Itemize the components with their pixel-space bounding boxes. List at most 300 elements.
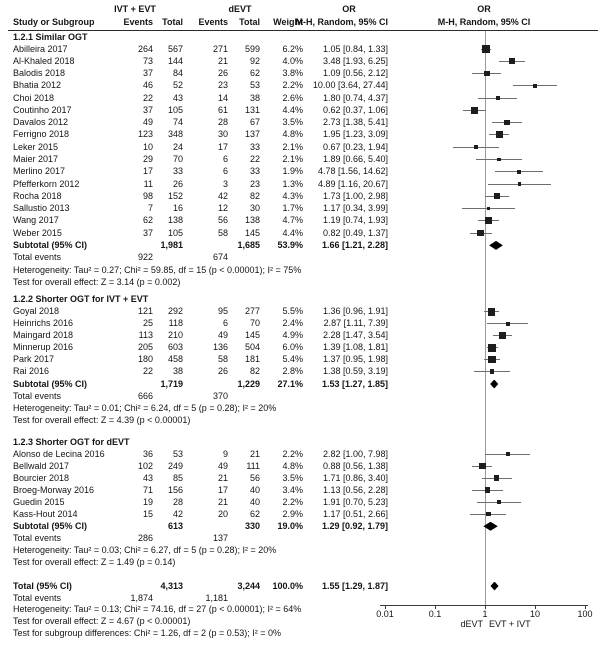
events-ivt-evt-cell: 922: [137, 252, 153, 263]
total-devt-cell: 599: [244, 43, 260, 54]
row-note: [0, 276, 600, 288]
study-label: Leker 2015: [13, 141, 59, 152]
total-ivt-evt-cell: 292: [167, 306, 183, 317]
row-group: [0, 293, 600, 305]
group-label: 1.2.3 Shorter OGT for dEVT: [13, 436, 130, 447]
or-ci-cell: 1.05 [0.84, 1.33]: [322, 43, 388, 54]
total-ivt-evt-cell: 70: [172, 154, 183, 164]
column-header-study: Study or Subgroup: [13, 17, 95, 27]
x-axis-tick-label: 10: [529, 609, 540, 619]
events-ivt-evt-cell: 11: [143, 178, 153, 189]
or-ci-cell: 1.80 [0.74, 4.37]: [322, 92, 388, 103]
total-devt-cell: 92: [249, 55, 260, 66]
events-devt-cell: 56: [217, 215, 228, 226]
weight-cell: 4.8%: [282, 129, 303, 140]
events-devt-cell: 20: [217, 508, 228, 519]
total-ivt-evt-cell: 84: [172, 68, 183, 79]
total-ivt-evt-cell: 43: [172, 92, 183, 103]
total-devt-cell: 62: [249, 68, 260, 79]
events-devt-cell: 6: [222, 318, 228, 329]
total-devt-cell: 82: [249, 190, 260, 201]
total-ivt-evt-cell: 105: [167, 227, 183, 238]
study-label: Rai 2016: [13, 366, 50, 377]
total-devt-cell: 21: [249, 448, 260, 459]
row-note: [0, 264, 600, 276]
events-devt-cell: 95: [217, 306, 228, 317]
events-ivt-evt-cell: 37: [142, 68, 153, 79]
total-ivt-evt-cell: 1,981: [160, 239, 183, 250]
row-note: [0, 556, 600, 568]
row-total: [0, 580, 600, 592]
study-label: Ferrigno 2018: [13, 129, 70, 140]
events-ivt-evt-cell: 22: [142, 366, 153, 377]
row-study: [0, 305, 600, 317]
x-axis-tick-label: 0.01: [376, 609, 394, 619]
events-ivt-evt-cell: 113: [138, 330, 153, 341]
or-ci-cell: 2.28 [1.47, 3.54]: [322, 330, 388, 341]
total-ivt-evt-cell: 458: [167, 354, 183, 365]
total-devt-cell: 53: [249, 80, 260, 91]
note-label: Heterogeneity: Tau² = 0.27; Chi² = 59.85, df = 15 (p < 0.00001); I² = 75%: [13, 264, 302, 275]
events-ivt-evt-cell: 46: [142, 80, 153, 91]
study-label: Maier 2017: [13, 154, 59, 164]
row-study: [0, 141, 600, 153]
note-label: Heterogeneity: Tau² = 0.01; Chi² = 6.24, df = 5 (p = 0.28); I² = 20%: [13, 402, 277, 413]
weight-cell: 3.4%: [282, 484, 303, 495]
or-ci-cell: 2.87 [1.11, 7.39]: [323, 318, 388, 329]
row-study: [0, 43, 600, 55]
weight-cell: 4.4%: [282, 227, 303, 238]
total-devt-cell: 33: [249, 166, 260, 177]
study-label: Kass-Hout 2014: [13, 508, 78, 519]
or-ci-cell: 1.95 [1.23, 3.09]: [322, 129, 388, 140]
total-devt-cell: 70: [249, 318, 260, 329]
subtotal-label: Subtotal (95% CI): [13, 378, 88, 389]
events-ivt-evt-cell: 22: [142, 92, 153, 103]
events-ivt-evt-cell: 10: [142, 141, 153, 152]
total-ivt-evt-cell: 74: [172, 117, 183, 128]
events-ivt-evt-cell: 205: [137, 342, 153, 353]
column-header-total1: Total: [162, 17, 183, 27]
total-ivt-evt-cell: 118: [168, 318, 183, 329]
weight-cell: 4.3%: [282, 190, 303, 201]
column-header-total2: Total: [239, 17, 260, 27]
study-label: Rocha 2018: [13, 190, 62, 201]
events-ivt-evt-cell: 98: [142, 190, 153, 201]
or-ci-cell: 1.38 [0.59, 3.19]: [322, 366, 388, 377]
events-devt-cell: 17: [217, 484, 228, 495]
events-ivt-evt-cell: 19: [142, 496, 153, 507]
total-devt-cell: 23: [249, 178, 260, 189]
x-axis-label-left: dEVT: [460, 619, 483, 629]
row-study: [0, 165, 600, 177]
study-label: Merlino 2017: [13, 166, 66, 177]
events-devt-cell: 271: [212, 43, 228, 54]
total-devt-cell: 138: [244, 215, 260, 226]
weight-cell: 4.9%: [282, 330, 303, 341]
events-ivt-evt-cell: 37: [142, 227, 153, 238]
column-group-or-left: OR: [342, 4, 356, 14]
weight-cell: 1.9%: [282, 166, 303, 177]
row-study: [0, 484, 600, 496]
total-ivt-evt-cell: 348: [167, 129, 183, 140]
events-devt-cell: 61: [217, 104, 228, 115]
events-devt-cell: 21: [217, 496, 228, 507]
or-ci-cell: 1.37 [0.95, 1.98]: [322, 354, 388, 365]
weight-cell: 27.1%: [277, 378, 303, 389]
study-label: Maingard 2018: [13, 330, 74, 341]
row-group: [0, 31, 600, 43]
or-ci-cell: 1.13 [0.56, 2.28]: [322, 484, 388, 495]
row-note: [0, 603, 600, 615]
row-study: [0, 128, 600, 140]
events-devt-cell: 23: [217, 80, 228, 91]
study-label: Minnerup 2016: [13, 342, 74, 353]
events-ivt-evt-cell: 123: [137, 129, 153, 140]
study-label: Alonso de Lecina 2016: [13, 448, 105, 459]
total-ivt-evt-cell: 26: [172, 178, 183, 189]
or-ci-cell: 4.78 [1.56, 14.62]: [317, 166, 388, 177]
events-ivt-evt-cell: 29: [142, 154, 153, 164]
column-header-events1: Events: [123, 17, 153, 27]
study-label: Park 2017: [13, 354, 55, 365]
row-events: [0, 251, 600, 263]
or-ci-cell: 1.17 [0.51, 2.66]: [322, 508, 388, 519]
weight-cell: 2.2%: [282, 80, 303, 91]
study-label: Bhatia 2012: [13, 80, 62, 91]
total-devt-cell: 504: [244, 342, 260, 353]
events-ivt-evt-cell: 37: [142, 104, 153, 115]
events-ivt-evt-cell: 180: [137, 354, 153, 365]
or-ci-cell: 1.39 [1.08, 1.81]: [322, 342, 388, 353]
events-devt-cell: 49: [217, 330, 228, 341]
study-label: Balodis 2018: [13, 68, 66, 79]
column-header-events2: Events: [198, 17, 228, 27]
events-devt-cell: 21: [217, 55, 228, 66]
study-label: Weber 2015: [13, 227, 62, 238]
row-study: [0, 472, 600, 484]
total-ivt-evt-cell: 138: [167, 215, 183, 226]
total-ivt-evt-cell: 613: [167, 520, 183, 531]
note-label: Test for overall effect: Z = 4.39 (p < 0.00001): [13, 414, 191, 425]
events-ivt-evt-cell: 62: [142, 215, 153, 226]
or-ci-cell: 3.48 [1.93, 6.25]: [322, 55, 388, 66]
total-devt-cell: 22: [249, 154, 260, 164]
total-devt-cell: 145: [244, 227, 260, 238]
row-study: [0, 116, 600, 128]
total-devt-cell: 33: [249, 141, 260, 152]
events-ivt-evt-cell: 25: [142, 318, 153, 329]
or-ci-cell: 1.19 [0.74, 1.93]: [322, 215, 388, 226]
or-ci-cell: 1.17 [0.34, 3.99]: [322, 203, 388, 213]
weight-cell: 2.1%: [282, 154, 303, 164]
events-ivt-evt-cell: 666: [137, 390, 153, 401]
study-label: Wang 2017: [13, 215, 59, 226]
events-devt-cell: 30: [217, 129, 228, 140]
events-devt-cell: 1,181: [205, 592, 228, 603]
events-devt-cell: 137: [212, 533, 228, 543]
events-devt-cell: 9: [222, 448, 228, 459]
total-devt-cell: 40: [249, 496, 260, 507]
subtotal-label: Subtotal (95% CI): [13, 520, 88, 531]
weight-cell: 4.4%: [282, 104, 303, 115]
row-events: [0, 532, 600, 544]
x-axis-tick-label: 100: [577, 609, 593, 619]
total-devt-cell: 145: [244, 330, 260, 341]
weight-cell: 5.4%: [282, 354, 303, 365]
events-devt-cell: 28: [217, 117, 228, 128]
or-ci-cell: 0.88 [0.56, 1.38]: [322, 460, 388, 471]
row-study: [0, 365, 600, 377]
or-ci-cell: 0.62 [0.37, 1.06]: [322, 104, 388, 115]
events-ivt-evt-cell: 7: [147, 203, 153, 213]
events-ivt-evt-cell: 73: [142, 55, 153, 66]
total-label: Total (95% CI): [13, 580, 72, 591]
total-ivt-evt-cell: 24: [172, 141, 183, 152]
or-ci-cell: 2.73 [1.38, 5.41]: [322, 117, 388, 128]
weight-cell: 2.9%: [282, 508, 303, 519]
or-ci-cell: 1.89 [0.66, 5.40]: [322, 154, 388, 164]
weight-cell: 6.2%: [282, 43, 303, 54]
study-label: Abilleira 2017: [13, 43, 68, 54]
row-events: [0, 390, 600, 402]
note-label: Test for subgroup differences: Chi² = 1.26, df = 2 (p = 0.53); I² = 0%: [13, 627, 281, 638]
events-label: Total events: [13, 592, 62, 603]
total-ivt-evt-cell: 1,719: [160, 378, 183, 389]
study-label: Bourcier 2018: [13, 472, 70, 483]
or-ci-cell: 1.73 [1.00, 2.98]: [322, 190, 388, 201]
row-study: [0, 202, 600, 214]
x-axis-tick-label: 1: [482, 609, 488, 619]
row-study: [0, 55, 600, 67]
total-devt-cell: 1,685: [237, 239, 260, 250]
events-ivt-evt-cell: 1,874: [130, 592, 153, 603]
row-study: [0, 353, 600, 365]
study-label: Sallustio 2013: [13, 203, 70, 213]
weight-cell: 2.4%: [282, 318, 303, 329]
total-ivt-evt-cell: 53: [172, 448, 183, 459]
row-note: [0, 402, 600, 414]
or-ci-cell: 0.82 [0.49, 1.37]: [322, 227, 388, 238]
weight-cell: 2.6%: [282, 92, 303, 103]
note-label: Test for overall effect: Z = 4.67 (p < 0.00001): [13, 616, 191, 626]
total-devt-cell: 277: [244, 306, 260, 317]
total-devt-cell: 111: [246, 460, 260, 471]
weight-cell: 19.0%: [277, 520, 303, 531]
column-group-or-right: OR: [477, 4, 491, 14]
or-ci-cell: 0.67 [0.23, 1.94]: [322, 141, 388, 152]
events-label: Total events: [13, 252, 62, 263]
group-label: 1.2.1 Similar OGT: [13, 32, 88, 42]
or-ci-cell: 1.09 [0.56, 2.12]: [322, 68, 388, 79]
row-study: [0, 67, 600, 79]
total-ivt-evt-cell: 603: [167, 342, 183, 353]
weight-cell: 3.8%: [282, 68, 303, 79]
events-devt-cell: 21: [217, 472, 228, 483]
study-label: Davalos 2012: [13, 117, 69, 128]
or-ci-cell: 10.00 [3.64, 27.44]: [312, 80, 388, 91]
row-study: [0, 153, 600, 165]
study-label: Guedin 2015: [13, 496, 65, 507]
total-devt-cell: 40: [249, 484, 260, 495]
total-devt-cell: 30: [249, 203, 260, 213]
or-ci-cell: 4.89 [1.16, 20.67]: [317, 178, 388, 189]
note-label: Heterogeneity: Tau² = 0.03; Chi² = 6.27, df = 5 (p = 0.28); I² = 20%: [13, 544, 277, 555]
events-ivt-evt-cell: 49: [142, 117, 153, 128]
row-study: [0, 329, 600, 341]
total-ivt-evt-cell: 52: [172, 80, 183, 91]
or-ci-cell: 1.29 [0.92, 1.79]: [321, 520, 388, 531]
note-label: Test for overall effect: Z = 3.14 (p = 0.002): [13, 276, 181, 287]
total-devt-cell: 137: [244, 129, 260, 140]
events-devt-cell: 49: [217, 460, 228, 471]
weight-cell: 2.8%: [282, 366, 303, 377]
weight-cell: 2.2%: [282, 496, 303, 507]
events-ivt-evt-cell: 15: [142, 508, 153, 519]
row-study: [0, 178, 600, 190]
total-ivt-evt-cell: 16: [172, 203, 183, 213]
row-study: [0, 317, 600, 329]
events-devt-cell: 58: [217, 354, 228, 365]
events-label: Total events: [13, 390, 62, 401]
weight-cell: 53.9%: [277, 239, 303, 250]
events-devt-cell: 674: [212, 252, 228, 263]
row-study: [0, 79, 600, 91]
x-axis-tick-label: 0.1: [428, 609, 442, 619]
total-ivt-evt-cell: 85: [172, 472, 183, 483]
row-subtotal: [0, 520, 600, 532]
events-devt-cell: 42: [217, 190, 228, 201]
row-study: [0, 496, 600, 508]
weight-cell: 5.5%: [282, 306, 303, 317]
or-ci-cell: 1.36 [0.96, 1.91]: [322, 306, 388, 317]
weight-cell: 3.5%: [282, 472, 303, 483]
study-label: Al-Khaled 2018: [13, 55, 75, 66]
events-ivt-evt-cell: 17: [142, 166, 153, 177]
row-note: [0, 615, 600, 627]
total-ivt-evt-cell: 249: [167, 460, 183, 471]
weight-cell: 1.3%: [282, 178, 303, 189]
weight-cell: 2.2%: [282, 448, 303, 459]
total-devt-cell: 56: [249, 472, 260, 483]
column-header-mh-ci-left: M-H, Random, 95% CI: [295, 17, 388, 27]
row-note: [0, 627, 600, 639]
total-devt-cell: 1,229: [237, 378, 260, 389]
column-group-ivt-evt: IVT + EVT: [114, 4, 156, 14]
weight-cell: 4.0%: [282, 55, 303, 66]
or-ci-cell: 1.53 [1.27, 1.85]: [321, 378, 388, 389]
total-devt-cell: 181: [244, 354, 260, 365]
row-subtotal: [0, 239, 600, 251]
row-study: [0, 508, 600, 520]
subtotal-label: Subtotal (95% CI): [13, 239, 88, 250]
row-events: [0, 592, 600, 604]
or-ci-cell: 1.55 [1.29, 1.87]: [321, 580, 388, 591]
study-label: Bellwald 2017: [13, 460, 70, 471]
total-devt-cell: 62: [249, 508, 260, 519]
total-devt-cell: 82: [249, 366, 260, 377]
row-study: [0, 448, 600, 460]
events-devt-cell: 6: [222, 154, 228, 164]
or-ci-cell: 1.91 [0.70, 5.23]: [322, 496, 388, 507]
column-group-devt: dEVT: [228, 4, 252, 14]
events-devt-cell: 12: [217, 203, 228, 213]
total-ivt-evt-cell: 38: [172, 366, 183, 377]
weight-cell: 3.5%: [282, 117, 303, 128]
total-ivt-evt-cell: 28: [172, 496, 183, 507]
events-ivt-evt-cell: 121: [137, 306, 153, 317]
row-study: [0, 214, 600, 226]
study-label: Broeg-Morway 2016: [13, 484, 95, 495]
events-ivt-evt-cell: 36: [142, 448, 153, 459]
weight-cell: 100.0%: [272, 580, 303, 591]
row-study: [0, 341, 600, 353]
total-devt-cell: 3,244: [237, 580, 260, 591]
total-ivt-evt-cell: 567: [167, 43, 183, 54]
total-ivt-evt-cell: 42: [172, 508, 183, 519]
note-label: Test for overall effect: Z = 1.49 (p = 0.14): [13, 556, 176, 567]
study-label: Heinrichs 2016: [13, 318, 74, 329]
events-ivt-evt-cell: 43: [142, 472, 153, 483]
study-label: Goyal 2018: [13, 306, 60, 317]
events-devt-cell: 136: [212, 342, 228, 353]
events-devt-cell: 14: [217, 92, 228, 103]
or-ci-cell: 2.82 [1.00, 7.98]: [322, 448, 388, 459]
events-devt-cell: 370: [212, 390, 228, 401]
events-ivt-evt-cell: 264: [137, 43, 153, 54]
row-note: [0, 414, 600, 426]
or-ci-cell: 1.66 [1.21, 2.28]: [321, 239, 388, 250]
row-group: [0, 436, 600, 448]
events-ivt-evt-cell: 102: [137, 460, 153, 471]
total-ivt-evt-cell: 105: [167, 104, 183, 115]
events-devt-cell: 26: [217, 366, 228, 377]
column-header-weight: Weight: [273, 17, 303, 27]
row-study: [0, 460, 600, 472]
x-axis-label-right: EVT + IVT: [489, 619, 531, 629]
events-devt-cell: 6: [222, 166, 228, 177]
row-study: [0, 104, 600, 116]
events-label: Total events: [13, 533, 62, 543]
total-devt-cell: 330: [244, 520, 260, 531]
group-label: 1.2.2 Shorter OGT for IVT + EVT: [13, 294, 149, 304]
weight-cell: 4.8%: [282, 460, 303, 471]
row-study: [0, 227, 600, 239]
row-note: [0, 544, 600, 556]
weight-cell: 1.7%: [282, 203, 303, 213]
total-devt-cell: 67: [249, 117, 260, 128]
row-study: [0, 190, 600, 202]
total-ivt-evt-cell: 144: [167, 55, 183, 66]
row-study: [0, 92, 600, 104]
column-header-mh-ci-right: M-H, Random, 95% CI: [437, 17, 531, 27]
events-devt-cell: 26: [217, 68, 228, 79]
events-ivt-evt-cell: 71: [142, 484, 153, 495]
total-ivt-evt-cell: 156: [167, 484, 183, 495]
weight-cell: 4.7%: [282, 215, 303, 226]
total-ivt-evt-cell: 210: [167, 330, 183, 341]
study-label: Choi 2018: [13, 92, 55, 103]
note-label: Heterogeneity: Tau² = 0.13; Chi² = 74.16, df = 27 (p < 0.00001); I² = 64%: [13, 604, 302, 614]
study-label: Coutinho 2017: [13, 104, 72, 115]
total-devt-cell: 38: [249, 92, 260, 103]
study-label: Pfefferkorn 2012: [13, 178, 80, 189]
row-subtotal: [0, 378, 600, 390]
total-devt-cell: 131: [244, 104, 260, 115]
total-ivt-evt-cell: 4,313: [160, 580, 183, 591]
total-ivt-evt-cell: 152: [167, 190, 183, 201]
events-devt-cell: 17: [217, 141, 228, 152]
